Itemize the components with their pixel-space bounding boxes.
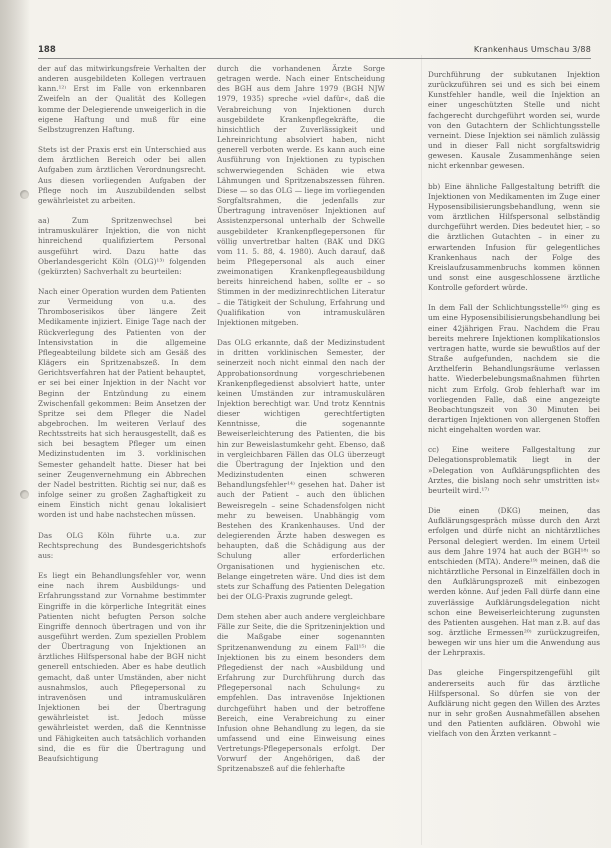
paragraph: aa) Zum Spritzenwechsel bei intramuskulärer Injektion, die von nicht hinreichend qualifiziertem Personal ausgeführt wird. Dazu hatte das Oberlandesgericht Köln (OLG)¹³⁾ folgenden (gekürzten) Sachverhalt zu beurteilen:: [38, 216, 206, 276]
paragraph: Nach einer Operation wurden dem Patienten zur Vermeidung von u.a. des Thromboserisikos über längere Zeit Medikamente injiziert. Einige Tage nach der Rückverlegung des Patienten von der Intensivstation in die allgemeine Pflegeabteilung bildete sich am Gesäß des Klägers ein Spritzenabszeß. In dem Gerichtsverfahren hat der Patient behauptet, er sei bei einer Injektion in der Nacht vor Beginn der Entzündung zu einem Zwischenfall gekommen: Beim Ansetzen der Spritze sei dem Pfleger die Nadel abgebrochen. Im weiteren Verlauf des Rechtsstreits hat sich herausgestellt, daß es sich bei besagtem Pfleger um einen Medizinstudenten im 3. vorklinischen Semester gehandelt hatte. Dieser hat bei seiner Zeugenvernehmung ein Abbrechen der Nadel bestritten. Richtig sei nur, daß es infolge seiner zu großen Zaghaftigkeit zu einem Einstich nicht genau lokalisiert worden ist und habe nachstechen müssen.: [38, 286, 206, 520]
text-column-left: [38, 64, 206, 774]
running-title: Krankenhaus Umschau 3/88: [473, 45, 591, 54]
page-edge-shadow: [0, 0, 30, 848]
paragraph: bb) Eine ähnliche Fallgestaltung betrifft die Injektionen von Medikamenten im Zuge einer Hyposensibilisierungsbehandlung, wenn sie vom ärztlichen Hilfspersonal selbständig durchgeführt werden. Dies bedeutet hier, – so die ärztlichen Gutachten – in einer zu erwartenden Infusion für gelegentliches Krankenhaus nach der Folge des Kreislaufzusammenbruchs kommen können und sonst eine ausgeschlossene ärztliche Kontrolle gefordert würde.: [428, 181, 600, 293]
paragraph: Das gleiche Fingerspitzengefühl gilt andererseits auch für das ärztliche Hilfspersonal. So dürfen sie von der Aufklärung nicht gegen den Willen des Arztes nur in sehr großen Ausnahmefällen absehen und den Patienten aufklären. Obwohl wie vielfach von den Ärzten verkannt –: [428, 668, 600, 739]
paragraph: durch die vorhandenen Ärzte Sorge getragen werde. Nach einer Entscheidung des BGH aus dem Jahre 1979 (BGH NJW 1979, 1935) spreche »viel dafür«, daß die Verabreichung von Injektionen durch ausgebildete Krankenpflegekräfte, die hinsichtlich der Zuverlässigkeit und Lehreinrichtung absolviert haben, nicht generell verboten werde. Es kann auch eine Ausführung von Injektionen zu typischen schwerwiegenden Schäden wie etwa Lähmungen und Spritzenabszessen führen. Diese — so das OLG — liege im vorliegenden Sorgfaltsrahmen, die jedenfalls zur Übertragung intravenöser Injektionen auf Assistenzpersonal unterhalb der Schwelle ausgebildeter Krankenpflegepersonen für völlig unvertretbar halten (BAK und DKG vom 11. 5. 88, 4. 1980). Auch darauf, daß beim Pflegepersonal als auch einer zweimonatigen Krankenpflegeausbildung bereits hinreichend haben, sollte er – so Stimmen in der medizinrechtlichen Literatur – die Tätigkeit der Schulung, Erfahrung und Qualifikation von intramuskulären Injektionen mitgeben.: [217, 64, 385, 327]
paragraph: cc) Eine weitere Fallgestaltung zur Delegationsproblematik liegt in der »Delegation von Aufklärungspflichten des Arztes, die bislang noch sehr umstritten ist« beurteilt wird.¹⁷⁾: [428, 445, 600, 495]
text-column-middle: [217, 64, 385, 785]
header-rule: [38, 58, 591, 59]
paragraph: Dem stehen aber auch andere vergleichbare Fälle zur Seite, die die Spritzeninjektion und die Maßgabe einer sogenannten Spritzenanwendung zu einem Fall¹⁵⁾ die Injektionen bis zu einem besonders dem Pflegedienst der nach »Ausbildung und Erfahrung zur Durchführung durch das Pflegepersonal nach Schulung« zu empfehlen. Das intravenöse Injektionen durchgeführt haben und der betroffene Bereich, eine Verabreichung zu einer Infusion ohne Behandlung zu legen, da sie umfassend und eine Einweisung eines Vertretungs-Pflegepersonals erfolgt. Der Vorwurf der Angehörigen, daß der Spritzenabszeß auf die fehlerhafte: [217, 612, 385, 774]
text-column-right: [428, 70, 600, 750]
punch-hole: [20, 190, 29, 199]
page-header: [38, 45, 591, 59]
paragraph: Die einen (DKG) meinen, das Aufklärungsgespräch müsse durch den Arzt erfolgen und dürfe nicht an nichtärztliches Personal delegiert werden. Im einem Urteil aus dem Jahre 1974 hat auch der BGH¹⁸⁾ so entschieden (MTA). Andere¹⁹⁾ meinen, daß die nichtärztliche Personal in Einzelfällen doch in den Aufklärungsprozeß mit einbezogen werden könne. Auf jeden Fall dürfe dann eine zuverlässige Aufklärungsdelegation nicht schon eine Beweiserleichterung zugunsten des Patienten ausgehen. Hat man z.B. auf das sog. ärztliche Ermessen²⁰⁾ zurückzugreifen, bewegen wir uns hier um die Anwendung aus der Lehrpraxis.: [428, 506, 600, 658]
paragraph: Das OLG Köln führte u.a. zur Rechtsprechung des Bundesgerichtshofs aus:: [38, 530, 206, 560]
page-number: 188: [38, 45, 56, 55]
paragraph: In dem Fall der Schlichtungsstelle¹⁶⁾ ging es um eine Hyposensibilisierungsbehandlung bei einer 42jährigen Frau. Nachdem die Frau bereits mehrere Injektionen komplikationslos vertragen hatte, wurde sie bewußtlos auf der Straße aufgefunden, nachdem sie die Arzthelferin Behandlungsräume verlassen hatte. Wiederbelebungsmaßnahmen führten nicht zum Erfolg. Grob fehlerhaft war im vorliegenden Falle, daß eine angezeigte Beobachtungszeit von 30 Minuten bei derartigen Injektionen von allergenen Stoffen nicht eingehalten worden war.: [428, 303, 600, 435]
column-gutter-shadow: [421, 55, 422, 845]
paragraph: Es liegt ein Behandlungsfehler vor, wenn eine nach ihrem Ausbildungs- und Erfahrungsstand zur Vornahme bestimmter Eingriffe in die körperliche Integrität eines Patienten nicht befugten Person solche Eingriffe dennoch übertragen und von ihr ausgeführt werden. Zum speziellen Problem der Übertragung von Injektionen an ärztliches Hilfspersonal habe der BGH nicht generell entschieden. Aber es habe deutlich gemacht, daß unter Umständen, aber nicht ausnahmslos, auch Pflegepersonal zu intravenösen und intramuskulären Injektionen bei der Übertragung gewährleistet ist. Jedoch müsse gewährleistet werden, daß die Kenntnisse und Fähigkeiten auch tatsächlich vorhanden sind, die es für die Übertragung und Beaufsichtigung: [38, 571, 206, 763]
paragraph: Durchführung der subkutanen Injektion zurückzuführen sei und es sich bei einem Kunstfehler handle, weil die Injektion an einer ungeschützten Stelle und nicht fachgerecht durchgeführt worden sei, wurde von den Gutachtern der Schlichtungsstelle verneint. Diese Injektion sei nämlich zulässig und in dieser Fall nicht sorgfaltswidrig gewesen. Kausale Zusammenhänge seien nicht erkennbar gewesen.: [428, 70, 600, 171]
paragraph: Stets ist der Praxis erst ein Unterschied aus dem ärztlichen Bereich oder bei allen Aufgaben zum ärztlichen Verordnungsrecht. Aus diesen vorliegenden Aufgaben der Pflege noch im Auszubildenden selbst gewährleistet zu arbeiten.: [38, 145, 206, 205]
paragraph: der auf das mitwirkungsfreie Verhalten der anderen ausgebildeten Kollegen vertrauen kann.¹²⁾ Erst im Falle von erkennbaren Zweifeln an der Qualität des Kollegen komme der Delegierende unweigerlich in die eigene Haftung und muß für eine Selbstzugrenzen Haftung.: [38, 64, 206, 134]
punch-hole: [20, 490, 29, 499]
paragraph: Das OLG erkannte, daß der Medizinstudent in dritten vorklinischen Semester, der seinerzeit noch nicht einmal den nach der Approbationsordnung vorgeschriebenen Krankenpflegedienst absolviert hatte, unter keinen Umständen zur intramuskulären Injektion berechtigt war. Und trotz Kenntnis dieser wichtigen gerechtfertigten Kenntnisse, die sogenannte Beweiserleichterung des Patienten, die bis hin zur Beweislastumkehr geht. Ebenso, daß in vergleichbaren Fällen das OLG überzeugt die Übertragung der Injektion und den Medizinstudenten einen schweren Behandlungsfehler¹⁴⁾ gesehen hat. Daher ist auch der Patient – auch den üblichen Beweisregeln – seine Schadensfolgen nicht mehr zu beweisen. Unabhängig vom Bestehen des Krankenhauses. Und der delegierenden Ärzte haben deswegen es behaupten, daß die Schädigung aus der Schulung aller erforderlichen Organisationen und hygienischen etc. Belange eingetreten wäre. Und dies ist dem stets zur Schaffung des Patienten Delegation bei der OLG-Praxis zugrunde gelegt.: [217, 338, 385, 601]
